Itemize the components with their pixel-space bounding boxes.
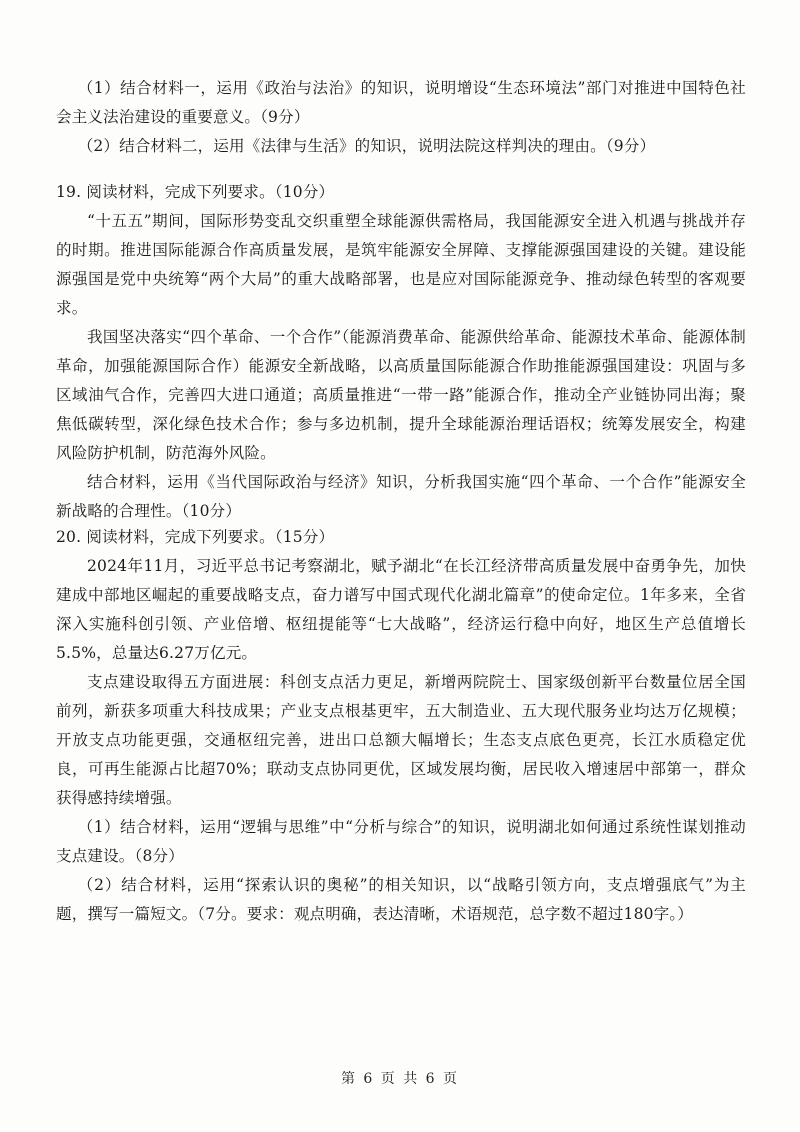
q18-part1: （1）结合材料一，运用《政治与法治》的知识，说明增设“生态环境法”部门对推进中国特色社会主义法治建设的重要意义。（9分） bbox=[56, 79, 746, 126]
q20-heading: 20. 阅读材料，完成下列要求。（15分） bbox=[56, 528, 335, 546]
q20-part1: （1）结合材料，运用“逻辑与思维”中“分析与综合”的知识，说明湖北如何通过系统性谋划推动支点建设。（8分） bbox=[56, 818, 746, 865]
q20-material-para1: 2024年11月，习近平总书记考察湖北，赋予湖北“在长江经济带高质量发展中奋勇争先，加快建成中部地区崛起的重要战略支点，奋力谱写中国式现代化湖北篇章”的使命定位。1年多来，全省深入实施科创引领、产业倍增、枢纽提能等“七大战略”，经济运行稳中向好，地区生产总值增长5.5%，总量达6.27万亿元。 bbox=[56, 557, 746, 662]
question-20 bbox=[56, 523, 746, 929]
question-18-subparts bbox=[56, 74, 746, 161]
q19-material-para2: 我国坚决落实“四个革命、一个合作”（能源消费革命、能源供给革命、能源技术革命、能源体制革命，加强能源国际合作）能源安全新战略，以高质量国际能源合作助推能源强国建设：巩固与多区域油气合作，完善四大进口通道；高质量推进“一带一路”能源合作，推动全产业链协同出海；聚焦低碳转型，深化绿色技术合作；参与多边机制，提升全球能源治理话语权；统筹发展安全，构建风险防护机制，防范海外风险。 bbox=[56, 328, 746, 462]
q19-material-para1: “十五五”期间，国际形势变乱交织重塑全球能源供需格局，我国能源安全进入机遇与挑战并存的时期。推进国际能源合作高质量发展，是筑牢能源安全屏障、支撑能源强国建设的关键。建设能源强国是党中央统筹“两个大局”的重大战略部署，也是应对国际能源竞争、推动绿色转型的客观要求。 bbox=[56, 212, 746, 317]
q19-heading: 19. 阅读材料，完成下列要求。（10分） bbox=[56, 183, 335, 201]
q18-part2: （2）结合材料二，运用《法律与生活》的知识，说明法院这样判决的理由。（9分） bbox=[77, 137, 656, 155]
page-number-footer: 第 6 页 共 6 页 bbox=[340, 1071, 460, 1087]
q20-material-para2: 支点建设取得五方面进展：科创支点活力更足，新增两院院士、国家级创新平台数量位居全国前列，新获多项重大科技成果；产业支点根基更牢，五大制造业、五大现代服务业均达万亿规模；开放支点功能更强，交通枢纽完善，进出口总额大幅增长；生态支点底色更亮，长江水质稳定优良，可再生能源占比超70%；联动支点协同更优，区域发展均衡，居民收入增速居中部第一，群众获得感持续增强。 bbox=[56, 673, 746, 807]
q20-part2: （2）结合材料，运用“探索认识的奥秘”的相关知识，以“战略引领方向，支点增强底气”为主题，撰写一篇短文。（7分。要求：观点明确，表达清晰，术语规范，总字数不超过180字。） bbox=[56, 876, 746, 923]
question-19 bbox=[56, 178, 746, 526]
q19-task: 结合材料，运用《当代国际政治与经济》知识，分析我国实施“四个革命、一个合作”能源安全新战略的合理性。（10分） bbox=[56, 473, 746, 520]
